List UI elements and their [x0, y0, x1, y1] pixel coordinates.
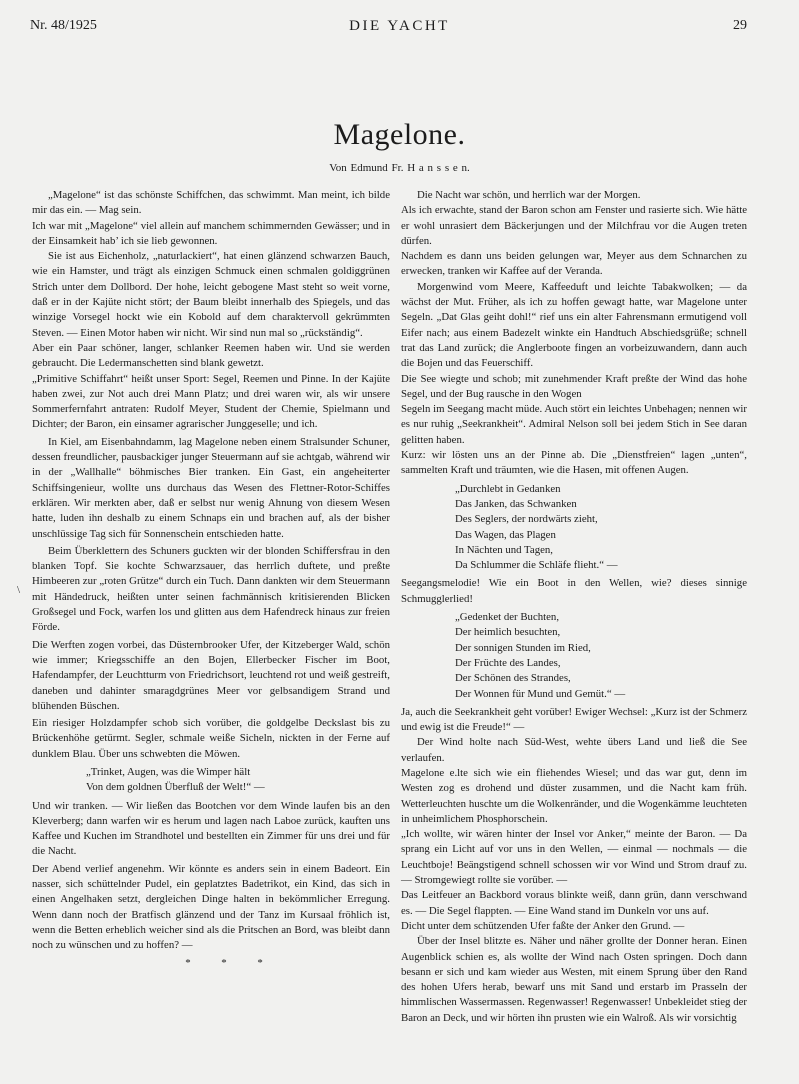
- poem-stanza: [455, 482, 747, 574]
- poem-line: Der Wonnen für Mund und Gemüt.“ —: [455, 687, 626, 700]
- paragraph: Seegangsmelodie! Wie ein Boot in den Wellen, wie? dieses sinnige Schmugglerlied!: [401, 577, 747, 605]
- paragraph: Kurz: wir lösten uns an der Pinne ab. Die „Dienstfreien“ lagen „unten“, sammelten Kraft und träumten, wie die Hasen, mit offenen Augen.: [401, 449, 747, 477]
- paragraph: Ja, auch die Seekrankheit geht vorüber! Ewiger Wechsel: „Kurz ist der Schmerz und ewig ist die Freude!“ —: [401, 705, 747, 734]
- poem-line: Der heimlich besuchten,: [455, 626, 561, 639]
- issue-number: Nr. 48/1925: [30, 18, 97, 33]
- paragraph: Die Werften zogen vorbei, das Düsternbrooker Ufer, der Kitzeberger Wald, schön wie immer; Kriegsschiffe an den Bojen, Ellerbecker Fischer im Boot, Hafendampfer, der Leuchtturm von Friedrichsort, leuchtend rot und weiß gestreift, daneben und dahinter smaragdgrünes Meer vor gelbsandigem Strand und blühenden Büschen.: [32, 638, 390, 712]
- poem-line: „Gedenket der Buchten,: [455, 611, 560, 624]
- paragraph: Der Abend verlief angenehm. Wir könnte es anders sein in einem Badeort. Ein nasser, sich schüttelnder Pudel, ein geplatztes Badetrikot, ein Kind, das sich in einen Angelhaken setzt, dergleichen Dinge halten in bekömmlicher Erregung. Wenn dann noch der Bratfisch glänzend und der Tanz im Kursaal fröhlich ist, wenn die Betten erheblich weicher sind als die Pritschen an Bord, was bleibt dann noch zu wünschen und zu hoffen? —: [32, 862, 390, 952]
- section-divider: * * *: [185, 956, 277, 969]
- poem-line: In Nächten und Tagen,: [455, 543, 553, 556]
- right-column: [401, 188, 747, 1026]
- paragraph: „Primitive Schiffahrt“ heißt unser Sport: Segel, Reemen und Pinne. In der Kajüte haben zwei, zur Not auch drei Mann Platz; und drei waren wir, als wir unsere Sommerfernfahrt antraten: Rudolf Meyer, Student der Chemie, Spielmann und Dichter; der Baron, ein einsamer agrarischer Junggeselle; und ich.: [32, 372, 390, 431]
- paragraph: Ein riesiger Holzdampfer schob sich vorüber, die goldgelbe Deckslast bis zu Brückenhöhe getürmt. Segler, schmale weiße Sicheln, nickten in der Ferne auf dunklem Blau. Über uns schwebten die Möwen.: [32, 717, 390, 760]
- paragraph: Als ich erwachte, stand der Baron schon am Fenster und rasierte sich. Wie hätte er wohl unrasiert dem Bäckerjungen und der Milchfrau vor die Augen treten dürfen.: [401, 204, 747, 247]
- poem-line: „Durchlebt in Gedanken: [455, 482, 561, 495]
- left-column: [32, 188, 390, 971]
- poem-line: Der sonnigen Stunden im Ried,: [455, 641, 591, 654]
- paragraph: Und wir tranken. — Wir ließen das Bootchen vor dem Winde laufen bis an den Kleverberg; dann warfen wir es herum und lagen nach Laboe zurück, kauften uns Kaffee und Kuchen im Strandhotel und bestellten ein Zimmer für uns drei und für die Nacht.: [32, 799, 390, 858]
- paragraph: Beim Überklettern des Schuners guckten wir der blonden Schiffersfrau in den blanken Topf. Sie kochte Schwarzsauer, das herrlich duftete, und preßte Himbeeren zur „roten Grütze“ durch ein Tuch. Dann dankten wir dem Steuermann mit Händedruck, heißten unter seinen fachmännisch kritisierenden Blicken Großsegel und Fock, warfen los und glitten aus dem Hafendreck hinaus zur freien Förde.: [32, 544, 390, 634]
- paragraph: Nachdem es dann uns beiden gelungen war, Meyer aus dem Schnarchen zu erwecken, tranken wir Kaffee auf der Veranda.: [401, 250, 747, 278]
- poem-line: Das Wagen, das Plagen: [455, 528, 556, 541]
- paragraph: Die Nacht war schön, und herrlich war der Morgen.: [417, 189, 641, 201]
- paragraph: Dicht unter dem schützenden Ufer faßte der Anker den Grund. —: [401, 919, 685, 932]
- poem-line: Da Schlummer die Schläfe flieht.“ —: [455, 559, 618, 572]
- article-byline: Von Edmund Fr. H a n s s e n.: [329, 162, 470, 174]
- paragraph: Das Leitfeuer an Backbord voraus blinkte weiß, dann grün, dann verschwand es. — Die Segel flappten. — Eine Wand stand im Dunkeln vor uns auf.: [401, 889, 747, 917]
- poem-line: Das Janken, das Schwanken: [455, 497, 577, 510]
- paragraph: Magelone e.lte sich wie ein fliehendes Wiesel; und das war gut, denn im Westen zog es drohend und düster zusammen, und die Nacht kam früh. Wetterleuchten huschte um die Wolkenränder, und die Wogenkämme leuchteten in unheimlichem Phosphorschein.: [401, 766, 747, 825]
- article-title: Magelone.: [333, 118, 466, 151]
- paragraph: Aber ein Paar schöner, langer, schlanker Reemen haben wir. Und sie werden gebraucht. Die Ledermanschetten sind blank gewetzt.: [32, 341, 390, 370]
- poem-stanza: [455, 610, 747, 702]
- paragraph: Der Wind holte nach Süd-West, wehte übers Land und ließ die See verlaufen.: [401, 736, 747, 764]
- paragraph: Morgenwind vom Meere, Kaffeeduft und leichte Tabakwolken; — da wächst der Mut. Früher, als ich zu hoffen gewagt hatte, war Magelone unter Segeln. „Dat Glas geiht dohl!“ rief uns ein alter Fahrensmann ermutigend voll Eifer nach; aus einem Badezelt winkte ein Handtuch Abschiedsgrüße; schnell trat das Land zurück; die Anglerboote fingen an vorbeizuwandern, dann auch die Bojen und das Feuerschiff.: [401, 280, 747, 370]
- paragraph: Die See wiegte und schob; mit zunehmender Kraft preßte der Wind das hohe Segel, und der Bug rausche in den Wogen: [401, 372, 747, 400]
- poem-quote: [86, 765, 390, 796]
- paragraph: Segeln im Seegang macht müde. Auch stört ein leichtes Unbehagen; nennen wir es nur ruhig „Seekrankheit“. Admiral Nelson soll bei jedem Stich in See daran gelitten haben.: [401, 403, 748, 446]
- poem-line: „Trinket, Augen, was die Wimper hält: [86, 765, 251, 778]
- paragraph: „Magelone“ ist das schönste Schiffchen, das schwimmt. Man meint, ich bilde mir das ein. — Mag sein.: [32, 189, 390, 217]
- paragraph: „Ich wollte, wir wären hinter der Insel vor Anker,“ meinte der Baron. — Da sprang ein Licht auf vor uns in den Wellen, — einmal — nochmals — die Leuchtboje! Beängstigend schnell schossen wir vor Wind und Strom drauf zu. — Stromgewiegt rollte sie vorüber. —: [401, 828, 747, 887]
- margin-mark: \: [17, 584, 21, 596]
- paragraph: Über der Insel blitzte es. Näher und näher grollte der Donner heran. Einen Augenblick schien es, als wollte der Wind nach Osten springen. Doch dann besann er sich und kam wieder aus Westen, mit einem Sprung über den Rand des hohen Ufers herab, bewarf uns mit Sand und erstarb im Prasseln der himmlischen Wassermassen. Regenwasser! Regenwasser! Unbekleidet stieg der Baron an Deck, und wir hörten ihn prusten wie ein Walroß. Als wir vorsichtig: [401, 935, 747, 1024]
- paragraph: Ich war mit „Magelone“ viel allein auf manchem schimmernden Gewässer; und in der Einsamkeit hab’ ich sie lieb gewonnen.: [32, 219, 390, 247]
- magazine-name: DIE YACHT: [349, 18, 450, 34]
- poem-line: Der Früchte des Landes,: [455, 656, 561, 669]
- page-number: 29: [733, 18, 747, 33]
- paragraph: In Kiel, am Eisenbahndamm, lag Magelone neben einem Stralsunder Schuner, dessen freundlicher, pausbackiger junger Steuermann auf sie achtgab, während wir in der „Wallhalle“ böhmisches Bier tranken. Ein Gast, ein angeheiterter Schiffsingenieur, wollte uns durchaus das Wesen des Flettner-Rotor-Schiffes erklären. Wir merkten aber, daß er selbst nur wenig Ahnung von diesem Wesen hatte, luden ihn deshalb zu einem Schnaps ein und brachen auf, als der bisher unschlüssige Tag sich für Sonnenschein entschieden hatte.: [32, 435, 390, 540]
- poem-line: Des Seglers, der nordwärts zieht,: [455, 513, 598, 526]
- poem-line: Von dem goldnen Überfluß der Welt!“ —: [86, 781, 265, 794]
- poem-line: Der Schönen des Strandes,: [455, 672, 571, 685]
- paragraph: Sie ist aus Eichenholz, „naturlackiert“, hat einen glänzend schwarzen Bauch, wie ein Hamster, und trägt als einzigen Schmuck einen schmalen goldiggrünen Strich unter dem Dollbord. Der hohe, leicht gebogene Mast steht so weit vorne, daß er in der Kajüte nicht stört; der Baum bleibt innerhalb des Spiegels, und das winzige Vorsegel hockt wie ein Kobold auf dem charaktervoll gekrümmten Steven. — Einen Motor haben wir nicht. Wir sind nun mal so „rückständig“.: [32, 250, 390, 339]
